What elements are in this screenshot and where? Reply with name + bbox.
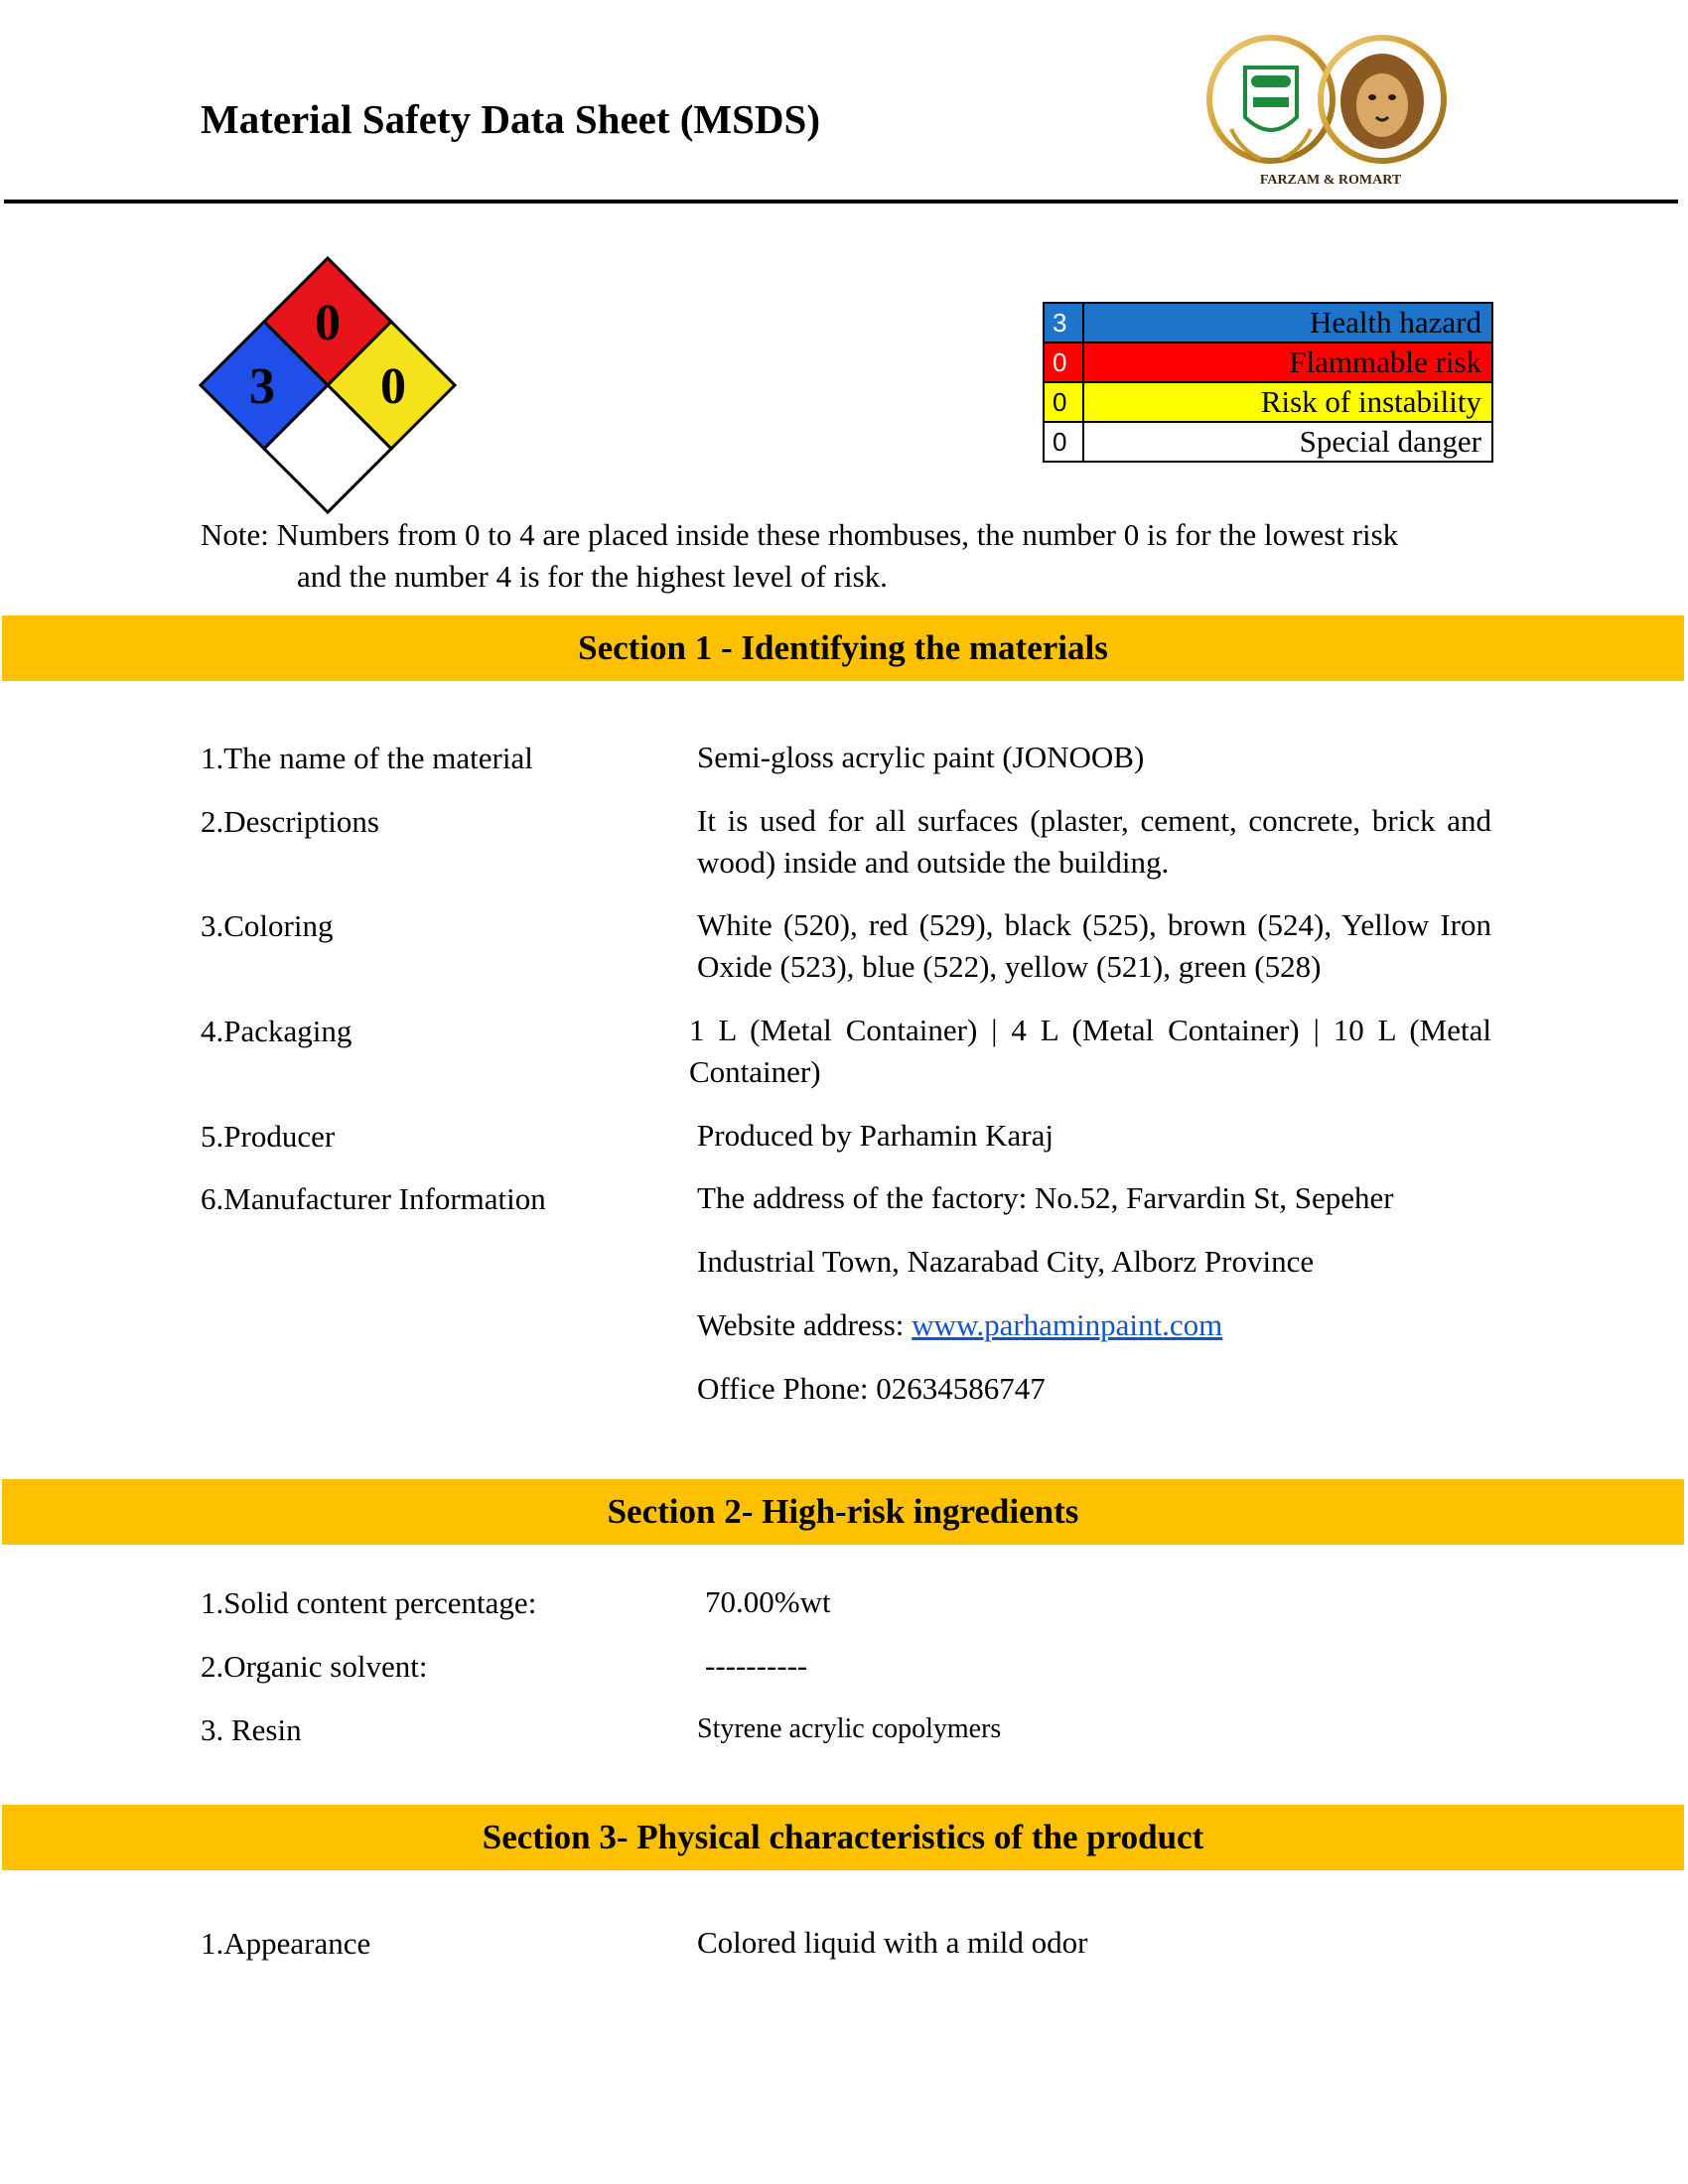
row-label: 2.Organic solvent: bbox=[201, 1649, 428, 1684]
logo-caption: FARZAM & ROMART bbox=[1259, 173, 1402, 188]
legend-label: Health hazard bbox=[1083, 303, 1492, 342]
legend-row-flammable bbox=[1044, 342, 1492, 382]
row-label: 2.Descriptions bbox=[201, 804, 379, 839]
row-label: 5.Producer bbox=[201, 1119, 336, 1154]
hazard-legend-table bbox=[1043, 302, 1493, 463]
row-value: Colored liquid with a mild odor bbox=[697, 1925, 1088, 1960]
website-link[interactable]: www.parhaminpaint.com bbox=[912, 1307, 1223, 1342]
row-value: It is used for all surfaces (plaster, cement, concrete, brick and wood) inside and outside the building. bbox=[697, 803, 1491, 880]
row-label: 4.Packaging bbox=[201, 1014, 352, 1048]
row-value: Produced by Parhamin Karaj bbox=[697, 1118, 1054, 1153]
row-label: 1.Solid content percentage: bbox=[201, 1585, 537, 1620]
header-divider bbox=[4, 200, 1678, 204]
note-line-2: and the number 4 is for the highest level of risk. bbox=[297, 559, 888, 594]
risk-note bbox=[201, 514, 1501, 598]
row-label: 3.Coloring bbox=[201, 908, 334, 943]
row-value: ---------- bbox=[705, 1648, 808, 1683]
row-value: White (520), red (529), black (525), brown (524), Yellow Iron Oxide (523), blue (522), yellow (521), green (528) bbox=[697, 907, 1491, 984]
diamond-health-value: 3 bbox=[249, 358, 275, 415]
website-row bbox=[697, 1304, 1491, 1346]
website-label: Website address: bbox=[697, 1307, 913, 1342]
row-label: 3. Resin bbox=[201, 1712, 302, 1747]
legend-level: 0 bbox=[1044, 342, 1083, 382]
diamond-flammability-value: 0 bbox=[315, 295, 341, 351]
document-title: Material Safety Data Sheet (MSDS) bbox=[201, 96, 820, 142]
row-label: 1.The name of the material bbox=[201, 741, 533, 775]
legend-label: Flammable risk bbox=[1083, 342, 1492, 382]
legend-label: Risk of instability bbox=[1083, 382, 1492, 422]
legend-row-special bbox=[1044, 422, 1492, 462]
row-value: Styrene acrylic copolymers bbox=[697, 1713, 1002, 1744]
legend-row-health bbox=[1044, 303, 1492, 342]
note-line-1: Note: Numbers from 0 to 4 are placed inside these rhombuses, the number 0 is for the lowest risk bbox=[201, 517, 1399, 552]
legend-row-instability bbox=[1044, 382, 1492, 422]
company-logo bbox=[1201, 20, 1460, 199]
legend-level: 0 bbox=[1044, 422, 1083, 462]
legend-level: 3 bbox=[1044, 303, 1083, 342]
legend-label: Special danger bbox=[1083, 422, 1492, 462]
row-value: The address of the factory: No.52, Farvardin St, Sepeher bbox=[697, 1180, 1394, 1215]
row-label: 1.Appearance bbox=[201, 1926, 371, 1961]
row-value: 70.00%wt bbox=[705, 1584, 831, 1619]
section-1-header: Section 1 - Identifying the materials bbox=[2, 615, 1684, 681]
legend-level: 0 bbox=[1044, 382, 1083, 422]
diamond-instability-value: 0 bbox=[380, 358, 406, 415]
nfpa-hazard-diamond bbox=[199, 256, 457, 514]
row-label: 6.Manufacturer Information bbox=[201, 1181, 546, 1216]
section-2-header: Section 2- High-risk ingredients bbox=[2, 1479, 1684, 1545]
address-line-2: Industrial Town, Nazarabad City, Alborz Province bbox=[697, 1244, 1315, 1279]
section-3-header: Section 3- Physical characteristics of the product bbox=[2, 1805, 1684, 1870]
office-phone: Office Phone: 02634586747 bbox=[697, 1371, 1046, 1406]
row-value: Semi-gloss acrylic paint (JONOOB) bbox=[697, 740, 1145, 774]
row-value: 1 L (Metal Container) | 4 L (Metal Container) | 10 L (Metal Container) bbox=[689, 1013, 1491, 1089]
